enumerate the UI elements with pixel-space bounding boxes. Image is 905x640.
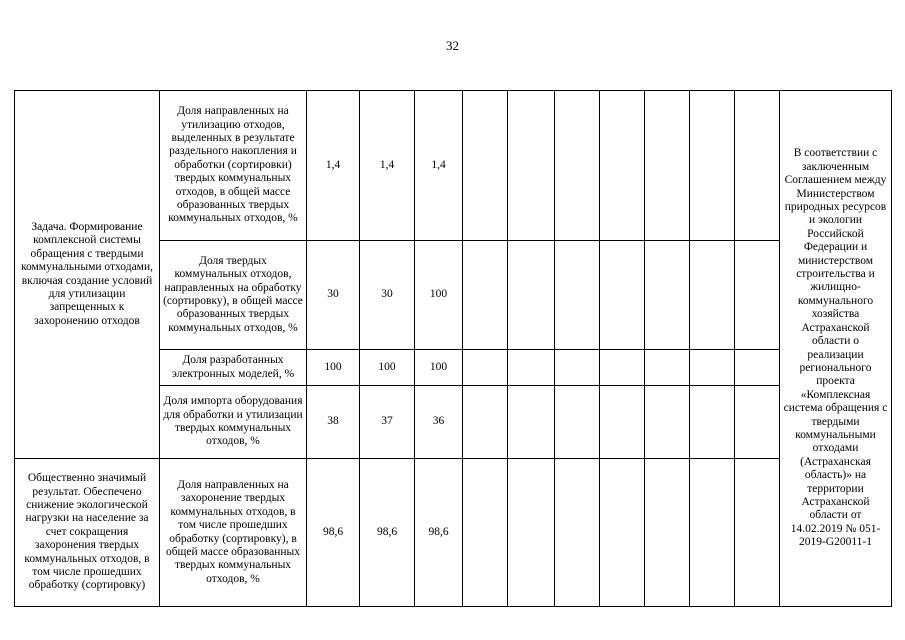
indicator-cell: Доля направленных на захоронение твердых коммунальных отходов, в том числе прошедших обработку (сортировку), в общей массе образованных твердых коммунальных отходов, %	[160, 459, 307, 607]
task-cell: Задача. Формирование комплексной системы обращения с твердыми коммунальными отходами, включая создание условий для утилизации запрещенных к захоронению отходов	[15, 91, 160, 459]
empty-cell	[555, 91, 600, 241]
empty-cell	[645, 350, 690, 386]
empty-cell	[645, 91, 690, 241]
empty-cell	[555, 350, 600, 386]
value-cell: 37	[360, 386, 415, 459]
empty-cell	[690, 241, 735, 350]
page-number: 32	[446, 38, 459, 53]
indicator-cell: Доля направленных на утилизацию отходов, выделенных в результате раздельного накопления и обработки (сортировки) твердых коммунальных отходов, в общей массе образованных твердых коммунальных отходов, %	[160, 91, 307, 241]
empty-cell	[463, 91, 508, 241]
value-cell: 1,4	[415, 91, 463, 241]
empty-cell	[600, 459, 645, 607]
empty-cell	[463, 350, 508, 386]
value-cell: 100	[415, 241, 463, 350]
empty-cell	[463, 241, 508, 350]
indicator-cell: Доля твердых коммунальных отходов, направленных на обработку (сортировку), в общей массе образованных твердых коммунальных отходов, %	[160, 241, 307, 350]
empty-cell	[555, 241, 600, 350]
indicator-cell: Доля разработанных электронных моделей, %	[160, 350, 307, 386]
empty-cell	[645, 241, 690, 350]
empty-cell	[735, 241, 780, 350]
table-row	[15, 459, 892, 607]
value-cell: 36	[415, 386, 463, 459]
table-row	[15, 91, 892, 241]
value-cell: 30	[307, 241, 360, 350]
empty-cell	[645, 459, 690, 607]
value-cell: 98,6	[415, 459, 463, 607]
result-cell: Общественно значимый результат. Обеспечено снижение экологической нагрузки на население за счет сокращения захоронения твердых коммунальных отходов, в том числе прошедших обработку (сортировку)	[15, 459, 160, 607]
value-cell: 100	[415, 350, 463, 386]
empty-cell	[690, 91, 735, 241]
value-cell: 30	[360, 241, 415, 350]
empty-cell	[600, 350, 645, 386]
value-cell: 100	[307, 350, 360, 386]
value-cell: 98,6	[360, 459, 415, 607]
empty-cell	[508, 241, 555, 350]
empty-cell	[735, 91, 780, 241]
empty-cell	[735, 350, 780, 386]
indicator-cell: Доля импорта оборудования для обработки и утилизации твердых коммунальных отходов, %	[160, 386, 307, 459]
empty-cell	[508, 350, 555, 386]
empty-cell	[508, 91, 555, 241]
value-cell: 1,4	[360, 91, 415, 241]
value-cell: 100	[360, 350, 415, 386]
value-cell: 1,4	[307, 91, 360, 241]
empty-cell	[690, 459, 735, 607]
empty-cell	[508, 386, 555, 459]
empty-cell	[508, 459, 555, 607]
empty-cell	[463, 459, 508, 607]
empty-cell	[645, 386, 690, 459]
empty-cell	[735, 459, 780, 607]
value-cell: 38	[307, 386, 360, 459]
indicators-table	[14, 90, 892, 607]
empty-cell	[690, 350, 735, 386]
empty-cell	[600, 386, 645, 459]
empty-cell	[555, 386, 600, 459]
empty-cell	[735, 386, 780, 459]
empty-cell	[555, 459, 600, 607]
value-cell: 98,6	[307, 459, 360, 607]
empty-cell	[463, 386, 508, 459]
empty-cell	[690, 386, 735, 459]
basis-cell: В соответствии с заключенным Соглашением между Министерством природных ресурсов и экологии Российской Федерации и министерством строительства и жилищно-коммунального хозяйства Астраханской области о реализации регионального проекта «Комплексная система обращения с твердыми коммунальными отходами (Астраханская область)» на территории Астраханской области от 14.02.2019 № 051-2019-G20011-1	[780, 91, 892, 607]
empty-cell	[600, 241, 645, 350]
empty-cell	[600, 91, 645, 241]
